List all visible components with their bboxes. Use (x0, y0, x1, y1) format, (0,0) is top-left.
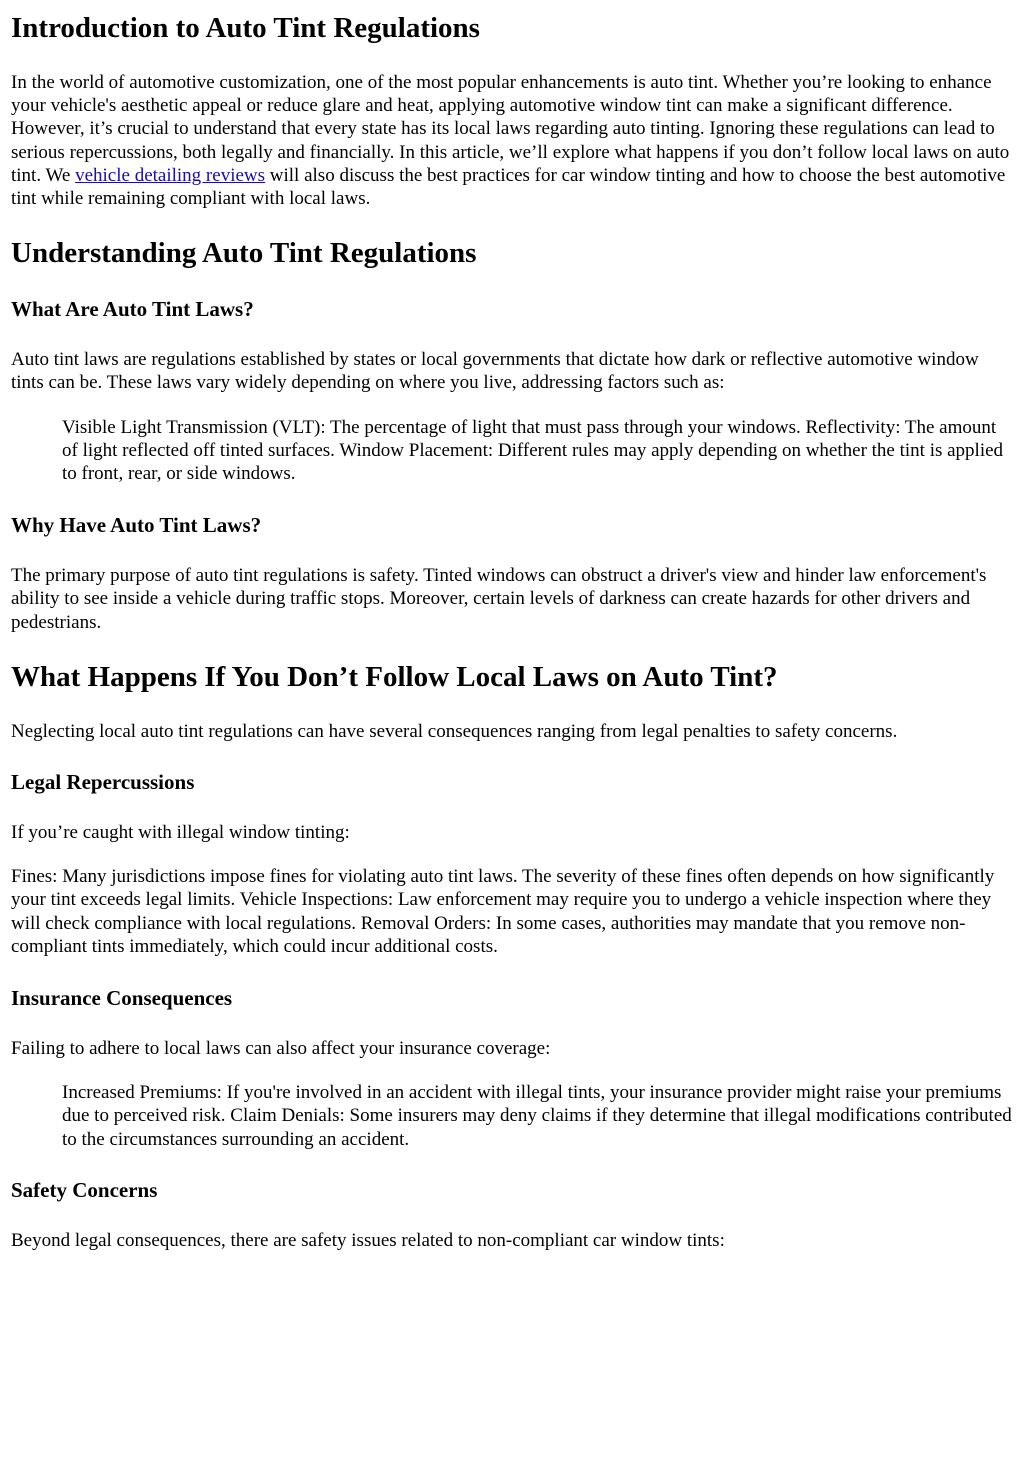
legal-intro-paragraph: If you’re caught with illegal window tinting: (11, 822, 350, 844)
what-happens-heading: What Happens If You Don’t Follow Local Laws on Auto Tint? (11, 660, 778, 693)
what-happens-paragraph: Neglecting local auto tint regulations can have several consequences ranging from legal penalties to safety concerns. (11, 720, 898, 742)
intro-text-before-link: In the world of automotive customization, one of the most popular enhancements is auto tint. Whether you’re looking to enhance your vehicle's aesthetic appeal or reduce glare and heat, applying automotive window tint can make a significant difference. However, it’s crucial to understand that every state has its local laws regarding auto tinting. Ignoring these regulations can lead to serious repercussions, both legally and financially. In this article, we’ll explore what happens if you don’t follow local laws on auto tint. We (11, 72, 1010, 186)
safety-paragraph: Beyond legal consequences, there are safety issues related to non-compliant car window tints: (11, 1229, 725, 1251)
understanding-heading: Understanding Auto Tint Regulations (11, 237, 477, 270)
why-laws-paragraph: The primary purpose of auto tint regulations is safety. Tinted windows can obstruct a driver's view and hinder law enforcement's ability to see inside a vehicle during traffic stops. Moreover, certain levels of darkness can create hazards for other drivers and pedestrians. (11, 565, 987, 633)
insurance-quote: Increased Premiums: If you're involved in an accident with illegal tints, your insurance provider might raise your premiums due to perceived risk. Claim Denials: Some insurers may deny claims if they determine that illegal modifications contributed to the circumstances surrounding an accident. (62, 1082, 1012, 1150)
article (0, 11, 1024, 1252)
safety-concerns-heading: Safety Concerns (11, 1177, 158, 1202)
insurance-intro-paragraph: Failing to adhere to local laws can also affect your insurance coverage: (11, 1038, 551, 1060)
legal-list-paragraph: Fines: Many jurisdictions impose fines for violating auto tint laws. The severity of these fines often depends on how significantly your tint exceeds legal limits. Vehicle Inspections: Law enforcement may require you to undergo a vehicle inspection where they will check compliance with local regulations. Removal Orders: In some cases, authorities may mandate that you remove non-compliant tints immediately, which could incur additional costs. (11, 866, 995, 957)
what-laws-heading: What Are Auto Tint Laws? (11, 297, 254, 322)
tint-factors-quote: Visible Light Transmission (VLT): The percentage of light that must pass through your windows. Reflectivity: The amount of light reflected off tinted surfaces. Window Placement: Different rules may apply depending on whether the tint is applied to front, rear, or side windows. (62, 416, 1004, 485)
intro-paragraph (11, 71, 1015, 210)
insurance-consequences-heading: Insurance Consequences (11, 986, 233, 1011)
vehicle-detailing-reviews-link[interactable]: vehicle detailing reviews (75, 164, 266, 186)
intro-text-after-link: will also discuss the best practices for car window tinting and how to choose the best automotive tint while remaining compliant with local laws. (11, 164, 1006, 210)
intro-heading: Introduction to Auto Tint Regulations (11, 12, 480, 44)
why-laws-heading: Why Have Auto Tint Laws? (11, 513, 262, 538)
what-laws-paragraph: Auto tint laws are regulations established by states or local governments that dictate how dark or reflective automotive window tints can be. These laws vary widely depending on where you live, addressing factors such as: (11, 349, 979, 394)
legal-repercussions-heading: Legal Repercussions (11, 770, 195, 795)
